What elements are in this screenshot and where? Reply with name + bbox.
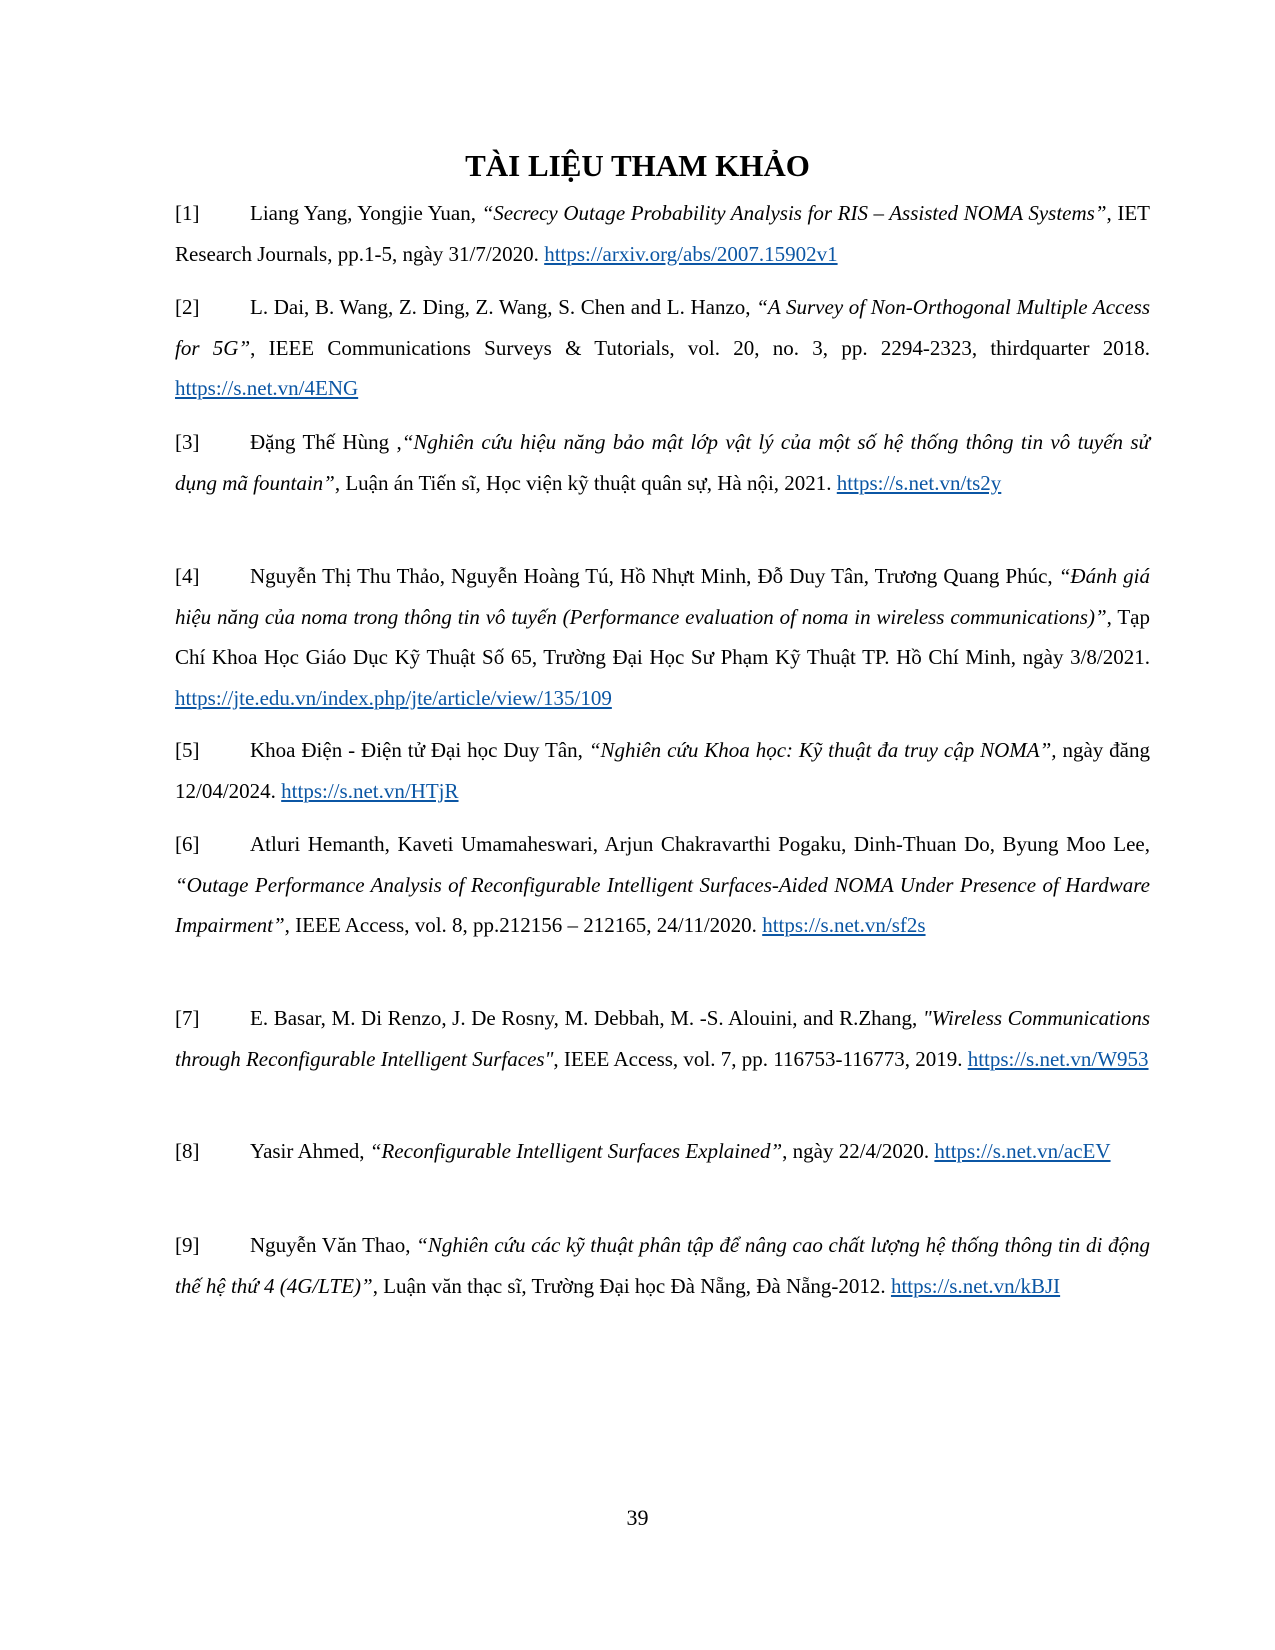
reference-link[interactable]: https://arxiv.org/abs/2007.15902v1 <box>544 241 838 266</box>
reference-authors: Yasir Ahmed, <box>250 1139 370 1163</box>
reference-link[interactable]: https://s.net.vn/ts2y <box>836 470 1002 495</box>
reference-9 <box>175 1225 1150 1306</box>
reference-title: “Secrecy Outage Probability Analysis for RIS – Assisted NOMA Systems” <box>481 201 1107 225</box>
reference-number: [1] <box>175 201 200 225</box>
reference-authors: Đặng Thế Hùng , <box>250 430 402 454</box>
reference-title: “A Survey of Non-Orthogonal Multiple Access for 5G” <box>175 295 1151 360</box>
reference-details: , IET Research Journals, pp.1-5, ngày 31/7/2020. <box>175 201 1150 266</box>
reference-link[interactable]: https://s.net.vn/HTjR <box>281 778 459 803</box>
reference-link[interactable]: https://s.net.vn/W953 <box>967 1046 1149 1071</box>
reference-3 <box>175 422 1150 503</box>
reference-details: ngày đăng 12/04/2024. <box>175 738 1150 803</box>
reference-1 <box>175 193 1150 274</box>
reference-number: [4] <box>175 564 200 588</box>
reference-link[interactable]: https://s.net.vn/sf2s <box>762 913 926 937</box>
reference-title: “Nghiên cứu hiệu năng bảo mật lớp vật lý của một số hệ thống thông tin vô tuyến sử dụng mã fountain” <box>175 430 1151 495</box>
reference-title: “Nghiên cứu Khoa học: Kỹ thuật đa truy cập NOMA”, <box>588 738 1057 762</box>
page-title: TÀI LIỆU THAM KHẢO <box>465 148 810 183</box>
reference-title: “Outage Performance Analysis of Reconfigurable Intelligent Surfaces-Aided NOMA Under Presence of Hardware Impairment” <box>175 872 1150 937</box>
reference-number: [3] <box>175 430 200 454</box>
reference-8 <box>175 1131 1150 1172</box>
reference-authors: Nguyễn Thị Thu Thảo, Nguyễn Hoàng Tú, Hồ Nhựt Minh, Đỗ Duy Tân, Trương Quang Phúc, <box>250 564 1059 588</box>
reference-details: , Tạp Chí Khoa Học Giáo Dục Kỹ Thuật Số 65, Trường Đại Học Sư Phạm Kỹ Thuật TP. Hồ Chí Minh, ngày 3/8/2021. <box>175 604 1150 669</box>
reference-number: [7] <box>175 1006 200 1030</box>
reference-6 <box>175 824 1150 946</box>
reference-7 <box>175 998 1150 1079</box>
reference-link[interactable]: https://s.net.vn/4ENG <box>175 376 359 400</box>
reference-5 <box>175 730 1150 811</box>
page-number: 39 <box>626 1505 649 1530</box>
reference-authors: Khoa Điện - Điện tử Đại học Duy Tân, <box>250 738 589 762</box>
reference-title: “Reconfigurable Intelligent Surfaces Explained” <box>369 1139 783 1163</box>
reference-authors: E. Basar, M. Di Renzo, J. De Rosny, M. Debbah, M. -S. Alouini, and R.Zhang, <box>250 1006 923 1030</box>
reference-number: [9] <box>175 1233 200 1257</box>
reference-authors: Liang Yang, Yongjie Yuan, <box>250 201 482 225</box>
reference-2 <box>175 287 1150 409</box>
reference-title: “Nghiên cứu các kỹ thuật phân tập để nâng cao chất lượng hệ thống thông tin di động thế hệ thứ 4 (4G/LTE)” <box>175 1233 1150 1298</box>
reference-details: , Luận án Tiến sĩ, Học viện kỹ thuật quân sự, Hà nội, 2021. <box>334 470 837 495</box>
reference-number: [6] <box>175 832 200 856</box>
reference-number: [5] <box>175 738 200 762</box>
reference-title: “Đánh giá hiệu năng của noma trong thông tin vô tuyến (Performance evaluation of noma in wireless communications)” <box>175 564 1150 629</box>
reference-authors: Nguyễn Văn Thao, <box>250 1233 417 1257</box>
reference-number: [8] <box>175 1139 200 1163</box>
reference-link[interactable]: https://s.net.vn/kBJI <box>890 1273 1061 1298</box>
reference-link[interactable]: https://jte.edu.vn/index.php/jte/article/view/135/109 <box>175 685 612 710</box>
reference-title: "Wireless Communications through Reconfigurable Intelligent Surfaces" <box>175 1006 1150 1071</box>
reference-details: , Luận văn thạc sĩ, Trường Đại học Đà Nẵng, Đà Nẵng-2012. <box>372 1273 891 1298</box>
reference-link[interactable]: https://s.net.vn/acEV <box>934 1139 1111 1163</box>
reference-authors: Atluri Hemanth, Kaveti Umamaheswari, Arjun Chakravarthi Pogaku, Dinh-Thuan Do, Byung Moo Lee, <box>250 832 1150 856</box>
reference-number: [2] <box>175 295 200 319</box>
reference-details: , IEEE Access, vol. 8, pp.212156 – 212165, 24/11/2020. <box>284 913 763 937</box>
reference-details: , IEEE Communications Surveys & Tutorials, vol. 20, no. 3, pp. 2294-2323, thirdquarter 2018. <box>250 335 1150 360</box>
reference-authors: L. Dai, B. Wang, Z. Ding, Z. Wang, S. Chen and L. Hanzo, <box>250 295 757 319</box>
reference-4 <box>175 556 1150 718</box>
reference-details: , ngày 22/4/2020. <box>782 1139 935 1163</box>
reference-details: , IEEE Access, vol. 7, pp. 116753-116773, 2019. <box>553 1046 968 1071</box>
